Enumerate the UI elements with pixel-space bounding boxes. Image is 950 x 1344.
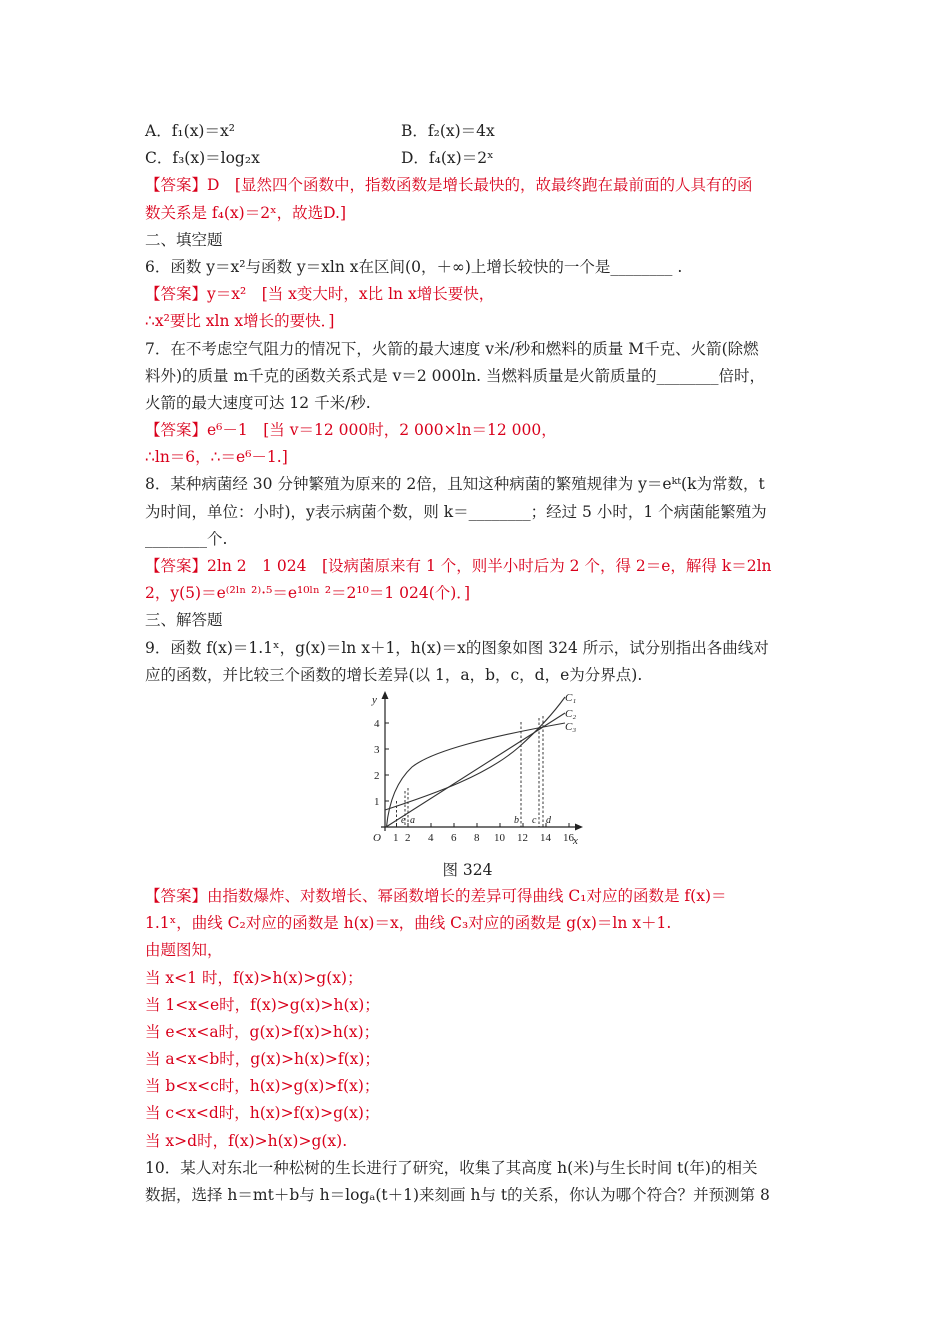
q9-answer-line-9: 当 c<x<d时，h(x)>f(x)>g(x)； xyxy=(145,1104,380,1123)
q10-text-line-1: 10．某人对东北一种松树的生长进行了研究，收集了其高度 h(米)与生长时间 t(年)的相关 xyxy=(145,1158,758,1177)
q7-text-line-3: 火箭的最大速度可达 12 千米/秒. xyxy=(145,393,371,412)
point-label-a: a xyxy=(410,814,415,826)
point-label-e: e xyxy=(401,814,406,826)
x-tick-16: 16 xyxy=(563,831,574,844)
x-tick-12: 12 xyxy=(517,831,528,844)
function-graph xyxy=(367,689,587,857)
q8-answer-line-1: 【答案】2ln 2 1 024 [设病菌原来有 1 个，则半小时后为 2 个，得 2＝e，解得 k＝2ln xyxy=(145,557,772,575)
point-label-d: d xyxy=(546,814,551,826)
x-ticks xyxy=(393,823,575,844)
q5-answer-line-2: 数关系是 f₄(x)＝2ˣ，故选D.] xyxy=(145,203,346,222)
x-axis-arrow xyxy=(575,823,583,830)
q6-text: 6．函数 y＝x²与函数 y＝xln x在区间(0，＋∞)上增长较快的一个是________ . xyxy=(145,257,683,276)
q9-answer-line-2: 1.1ˣ，曲线 C₂对应的函数是 h(x)＝x，曲线 C₃对应的函数是 g(x)＝ln x＋1. xyxy=(145,914,672,933)
y-tick-1: 1 xyxy=(374,795,380,808)
y-ticks xyxy=(374,718,389,808)
q10-text-line-2: 数据，选择 h＝mt＋b与 h＝logₐ(t＋1)来刻画 h与 t的关系，你认为哪个符合？并预测第 8 xyxy=(145,1186,770,1204)
point-label-b: b xyxy=(514,814,519,826)
x-tick-8: 8 xyxy=(474,831,480,844)
q9-answer-line-1: 【答案】由指数爆炸、对数增长、幂函数增长的差异可得曲线 C₁对应的函数是 f(x)＝ xyxy=(145,886,727,905)
q7-text-line-1: 7．在不考虑空气阻力的情况下，火箭的最大速度 v米/秒和燃料的质量 M千克、火箭(除燃 xyxy=(145,339,759,358)
options-row-1 xyxy=(145,118,810,145)
q7-answer-line-2: ∴ln＝6，∴＝e⁶－1.] xyxy=(145,448,288,467)
q6-answer-line-1: 【答案】y＝x² [当 x变大时，x比 ln x增长要快， xyxy=(145,285,495,304)
x-tick-6: 6 xyxy=(451,831,457,844)
y-tick-4: 4 xyxy=(374,717,380,730)
curve-label-c2: C₂ xyxy=(565,707,577,720)
x-tick-14: 14 xyxy=(540,831,551,844)
q5-answer-line-1: 【答案】D [显然四个函数中，指数函数是增长最快的，故最终跑在最前面的人具有的函 xyxy=(145,176,753,195)
figure-caption: 图 324 xyxy=(442,860,493,879)
q8-answer-line-2: 2，y(5)＝e⁽²ˡⁿ ²⁾·⁵＝e¹⁰ˡⁿ ²＝2¹⁰＝1 024(个)．] xyxy=(145,584,471,603)
q9-answer-line-5: 当 1<x<e时，f(x)>g(x)>h(x)； xyxy=(145,995,380,1014)
y-axis-label: y xyxy=(372,693,377,706)
q7-answer-line-1: 【答案】e⁶－1 [当 v＝12 000时，2 000×ln＝12 000， xyxy=(145,421,557,440)
q9-text-line-1: 9．函数 f(x)＝1.1ˣ，g(x)＝ln x＋1，h(x)＝x的图象如图 324 所示，试分别指出各曲线对 xyxy=(145,638,769,657)
x-tick-2: 2 xyxy=(405,831,411,844)
q8-text-line-1: 8．某种病菌经 30 分钟繁殖为原来的 2倍，且知这种病菌的繁殖规律为 y＝eᵏᵗ(k为常数，t xyxy=(145,475,765,494)
x-tick-1: 1 xyxy=(393,831,399,844)
section-heading-fill-blank: 二、填空题 xyxy=(145,230,223,249)
q9-answer-line-4: 当 x<1 时，f(x)>h(x)>g(x)； xyxy=(145,968,363,987)
figure-324 xyxy=(145,689,810,857)
q9-answer-line-3: 由题图知， xyxy=(145,941,223,960)
y-tick-2: 2 xyxy=(374,769,380,782)
q8-text-line-3: ________个. xyxy=(145,529,228,548)
q9-answer-line-8: 当 b<x<c时，h(x)>g(x)>f(x)； xyxy=(145,1077,380,1096)
document-page xyxy=(145,118,810,1209)
curve-c1-exponential xyxy=(385,697,565,810)
x-axis-label: x xyxy=(573,834,578,847)
x-tick-10: 10 xyxy=(494,831,505,844)
dashed-guides xyxy=(397,716,544,827)
q6-answer-line-2: ∴x²要比 xln x增长的要快．] xyxy=(145,312,335,331)
q9-answer-line-10: 当 x>d时，f(x)>h(x)>g(x). xyxy=(145,1131,348,1150)
curve-label-c1: C₁ xyxy=(565,691,577,704)
q9-answer-line-6: 当 e<x<a时，g(x)>f(x)>h(x)； xyxy=(145,1022,380,1041)
option-b: B．f₂(x)＝4x xyxy=(401,122,495,140)
curve-label-c3: C₃ xyxy=(565,720,577,733)
y-tick-3: 3 xyxy=(374,743,380,756)
y-axis-arrow xyxy=(382,691,389,699)
q9-answer-line-7: 当 a<x<b时，g(x)>h(x)>f(x)； xyxy=(145,1050,380,1069)
option-d: D．f₄(x)＝2ˣ xyxy=(401,149,494,168)
option-a: A．f₁(x)＝x² xyxy=(145,122,235,140)
point-label-c: c xyxy=(532,814,537,826)
options-row-2 xyxy=(145,145,810,172)
option-c: C．f₃(x)＝log₂x xyxy=(145,149,260,168)
q9-text-line-2: 应的函数，并比较三个函数的增长差异(以 1，a，b，c，d，e为分界点). xyxy=(145,665,643,684)
q8-text-line-2: 为时间，单位：小时)，y表示病菌个数，则 k＝________；经过 5 小时，1 个病菌能繁殖为 xyxy=(145,502,767,521)
x-tick-4: 4 xyxy=(428,831,434,844)
section-heading-solve: 三、解答题 xyxy=(145,611,223,630)
curve-c2-linear xyxy=(386,713,565,827)
q7-text-line-2: 料外)的质量 m千克的函数关系式是 v＝2 000ln. 当燃料质量是火箭质量的________倍时， xyxy=(145,366,766,385)
origin-label: O xyxy=(373,831,381,844)
